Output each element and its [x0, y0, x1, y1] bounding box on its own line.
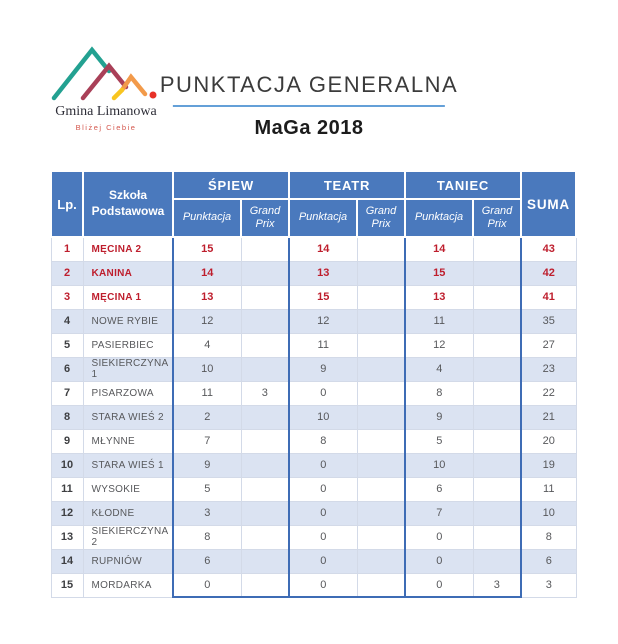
table-row	[51, 573, 576, 597]
teatr-gp-cell	[357, 357, 405, 381]
taniec-gp-cell	[473, 381, 521, 405]
teatr-gp-cell	[357, 405, 405, 429]
table-row	[51, 237, 576, 261]
suma-cell: 42	[521, 261, 576, 285]
suma-cell: 23	[521, 357, 576, 381]
suma-cell: 22	[521, 381, 576, 405]
lp-cell: 3	[51, 285, 83, 309]
taniec-gp-cell	[473, 357, 521, 381]
suma-cell: 11	[521, 477, 576, 501]
col-header-taniec-grandprix: Grand Prix	[473, 199, 521, 237]
spiew-gp-cell	[241, 477, 289, 501]
lp-cell: 15	[51, 573, 83, 597]
taniec-gp-cell	[473, 525, 521, 549]
col-header-taniec: TANIEC	[405, 171, 521, 199]
taniec-cell: 12	[405, 333, 473, 357]
taniec-gp-cell	[473, 285, 521, 309]
spiew-gp-cell	[241, 573, 289, 597]
taniec-cell: 11	[405, 309, 473, 333]
table-row	[51, 405, 576, 429]
spiew-cell: 3	[173, 501, 241, 525]
spiew-gp-cell	[241, 357, 289, 381]
school-cell: SIEKIERCZYNA 2	[83, 525, 173, 549]
table-row	[51, 477, 576, 501]
spiew-cell: 5	[173, 477, 241, 501]
teatr-gp-cell	[357, 309, 405, 333]
lp-cell: 4	[51, 309, 83, 333]
table-row	[51, 501, 576, 525]
lp-cell: 11	[51, 477, 83, 501]
lp-cell: 14	[51, 549, 83, 573]
spiew-gp-cell	[241, 261, 289, 285]
teatr-cell: 14	[289, 237, 357, 261]
teatr-cell: 0	[289, 381, 357, 405]
teatr-cell: 11	[289, 333, 357, 357]
table-row	[51, 309, 576, 333]
table-header	[51, 171, 576, 237]
school-cell: MĘCINA 1	[83, 285, 173, 309]
page-title: PUNKTACJA GENERALNA	[159, 72, 459, 97]
school-cell: NOWE RYBIE	[83, 309, 173, 333]
taniec-gp-cell	[473, 501, 521, 525]
school-cell: STARA WIEŚ 1	[83, 453, 173, 477]
school-cell: WYSOKIE	[83, 477, 173, 501]
suma-cell: 21	[521, 405, 576, 429]
spiew-cell: 15	[173, 237, 241, 261]
taniec-gp-cell	[473, 429, 521, 453]
mountain-logo-icon	[50, 38, 162, 102]
table-row	[51, 549, 576, 573]
table-row	[51, 285, 576, 309]
logo-tagline: Bliżej Ciebie	[75, 123, 137, 132]
spiew-gp-cell	[241, 501, 289, 525]
teatr-cell: 10	[289, 405, 357, 429]
school-cell: KANINA	[83, 261, 173, 285]
teatr-gp-cell	[357, 525, 405, 549]
table-row	[51, 333, 576, 357]
spiew-cell: 14	[173, 261, 241, 285]
teatr-gp-cell	[357, 261, 405, 285]
spiew-cell: 4	[173, 333, 241, 357]
title-block	[160, 72, 458, 140]
suma-cell: 8	[521, 525, 576, 549]
school-cell: STARA WIEŚ 2	[83, 405, 173, 429]
spiew-cell: 13	[173, 285, 241, 309]
taniec-cell: 0	[405, 525, 473, 549]
taniec-gp-cell	[473, 333, 521, 357]
school-cell: MĘCINA 2	[83, 237, 173, 261]
suma-cell: 43	[521, 237, 576, 261]
taniec-gp-cell	[473, 405, 521, 429]
taniec-cell: 6	[405, 477, 473, 501]
taniec-gp-cell	[473, 237, 521, 261]
table-row	[51, 429, 576, 453]
teatr-cell: 0	[289, 525, 357, 549]
taniec-gp-cell: 3	[473, 573, 521, 597]
page-subtitle: MaGa 2018	[254, 117, 364, 139]
taniec-cell: 0	[405, 573, 473, 597]
taniec-gp-cell	[473, 261, 521, 285]
lp-cell: 8	[51, 405, 83, 429]
spiew-gp-cell	[241, 333, 289, 357]
spiew-cell: 11	[173, 381, 241, 405]
results-table	[50, 170, 577, 598]
suma-cell: 19	[521, 453, 576, 477]
spiew-cell: 10	[173, 357, 241, 381]
teatr-cell: 15	[289, 285, 357, 309]
teatr-cell: 13	[289, 261, 357, 285]
school-cell: KŁODNE	[83, 501, 173, 525]
col-header-lp: Lp.	[51, 171, 83, 237]
spiew-gp-cell	[241, 549, 289, 573]
col-header-teatr-grandprix: Grand Prix	[357, 199, 405, 237]
table-row	[51, 357, 576, 381]
teatr-cell: 0	[289, 549, 357, 573]
teatr-gp-cell	[357, 285, 405, 309]
lp-cell: 9	[51, 429, 83, 453]
col-header-teatr: TEATR	[289, 171, 405, 199]
suma-cell: 35	[521, 309, 576, 333]
suma-cell: 10	[521, 501, 576, 525]
school-cell: MORDARKA	[83, 573, 173, 597]
suma-cell: 20	[521, 429, 576, 453]
taniec-cell: 0	[405, 549, 473, 573]
lp-cell: 7	[51, 381, 83, 405]
spiew-cell: 9	[173, 453, 241, 477]
lp-cell: 12	[51, 501, 83, 525]
lp-cell: 1	[51, 237, 83, 261]
taniec-cell: 14	[405, 237, 473, 261]
spiew-gp-cell	[241, 453, 289, 477]
spiew-cell: 8	[173, 525, 241, 549]
taniec-gp-cell	[473, 309, 521, 333]
school-cell: PASIERBIEC	[83, 333, 173, 357]
teatr-cell: 12	[289, 309, 357, 333]
table-row	[51, 261, 576, 285]
teatr-gp-cell	[357, 237, 405, 261]
page-header	[0, 0, 618, 170]
teatr-gp-cell	[357, 549, 405, 573]
table-row	[51, 381, 576, 405]
school-cell: SIEKIERCZYNA 1	[83, 357, 173, 381]
suma-cell: 6	[521, 549, 576, 573]
taniec-cell: 10	[405, 453, 473, 477]
suma-cell: 27	[521, 333, 576, 357]
taniec-gp-cell	[473, 477, 521, 501]
spiew-cell: 0	[173, 573, 241, 597]
school-cell: PISARZOWA	[83, 381, 173, 405]
taniec-cell: 15	[405, 261, 473, 285]
col-header-taniec-points: Punktacja	[405, 199, 473, 237]
teatr-cell: 8	[289, 429, 357, 453]
score-table-body	[51, 237, 576, 597]
spiew-cell: 2	[173, 405, 241, 429]
taniec-cell: 9	[405, 405, 473, 429]
lp-cell: 5	[51, 333, 83, 357]
spiew-cell: 12	[173, 309, 241, 333]
spiew-gp-cell	[241, 429, 289, 453]
table-row	[51, 453, 576, 477]
col-header-spiew-points: Punktacja	[173, 199, 241, 237]
spiew-gp-cell	[241, 405, 289, 429]
school-cell: MŁYNNE	[83, 429, 173, 453]
spiew-cell: 6	[173, 549, 241, 573]
spiew-gp-cell	[241, 309, 289, 333]
teatr-gp-cell	[357, 477, 405, 501]
taniec-gp-cell	[473, 453, 521, 477]
lp-cell: 2	[51, 261, 83, 285]
teatr-gp-cell	[357, 501, 405, 525]
col-header-spiew-grandprix: Grand Prix	[241, 199, 289, 237]
teatr-cell: 0	[289, 477, 357, 501]
taniec-cell: 8	[405, 381, 473, 405]
spiew-gp-cell	[241, 525, 289, 549]
col-header-teatr-points: Punktacja	[289, 199, 357, 237]
suma-cell: 41	[521, 285, 576, 309]
teatr-cell: 0	[289, 573, 357, 597]
teatr-gp-cell	[357, 453, 405, 477]
col-header-spiew: ŚPIEW	[173, 171, 289, 199]
col-header-suma: SUMA	[521, 171, 576, 237]
suma-cell: 3	[521, 573, 576, 597]
teatr-gp-cell	[357, 429, 405, 453]
teatr-gp-cell	[357, 333, 405, 357]
taniec-gp-cell	[473, 549, 521, 573]
spiew-gp-cell: 3	[241, 381, 289, 405]
taniec-cell: 7	[405, 501, 473, 525]
spiew-gp-cell	[241, 237, 289, 261]
taniec-cell: 4	[405, 357, 473, 381]
table-row	[51, 525, 576, 549]
teatr-cell: 0	[289, 501, 357, 525]
teatr-gp-cell	[357, 573, 405, 597]
teatr-cell: 9	[289, 357, 357, 381]
teatr-cell: 0	[289, 453, 357, 477]
school-cell: RUPNIÓW	[83, 549, 173, 573]
spiew-cell: 7	[173, 429, 241, 453]
lp-cell: 13	[51, 525, 83, 549]
spiew-gp-cell	[241, 285, 289, 309]
logo-org-name: Gmina Limanowa	[55, 104, 157, 119]
gmina-limanowa-logo	[42, 38, 170, 132]
lp-cell: 6	[51, 357, 83, 381]
title-underline	[173, 105, 445, 107]
col-header-school: Szkoła Podstawowa	[83, 171, 173, 237]
taniec-cell: 5	[405, 429, 473, 453]
lp-cell: 10	[51, 453, 83, 477]
taniec-cell: 13	[405, 285, 473, 309]
teatr-gp-cell	[357, 381, 405, 405]
